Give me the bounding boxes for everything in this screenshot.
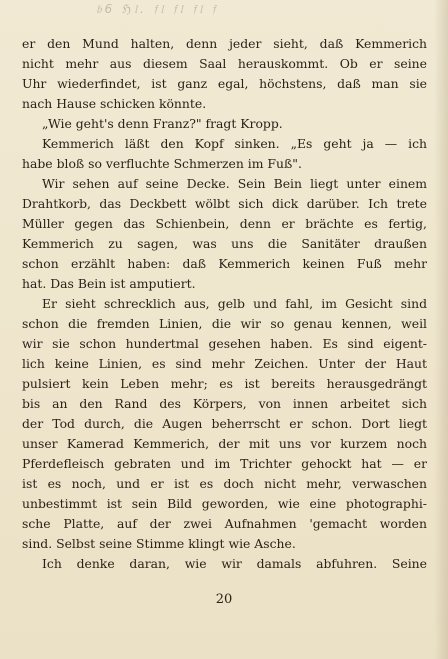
text-line: Pferdefleisch gebraten und im Trichter gehockt hat — er — [22, 456, 427, 471]
text-line: Kemmerich zu sagen, was uns die Sanitäter draußen — [22, 236, 427, 251]
text-line: Drahtkorb, das Deckbett wölbt sich dick darüber. Ich trete — [22, 196, 427, 211]
text-line: Müller gegen das Schienbein, denn er brächte es fertig, — [22, 216, 427, 231]
text-line: bis an den Rand des Körpers, von innen arbeitet sich — [22, 396, 427, 411]
text-line: schon die fremden Linien, die wir so genau kennen, weil — [22, 316, 427, 331]
text-line: ist es noch, und er ist es doch nicht mehr, verwaschen — [22, 476, 427, 491]
text-line: schon erzählt haben: daß Kemmerich keinen Fuß mehr — [22, 256, 427, 271]
pencil-margin-note: 𝔟6 ℌ𝔩. 𝔣𝔩 𝔣𝔩 𝔣𝔩 𝔣 — [96, 2, 219, 16]
page-gutter-shadow — [434, 0, 448, 659]
text-line: sind. Selbst seine Stimme klingt wie Asche. — [22, 536, 296, 551]
text-line: Uhr wiederfindet, ist ganz egal, höchstens, daß man sie — [22, 76, 427, 91]
text-line: Kemmerich läßt den Kopf sinken. „Es geht ja — ich — [42, 136, 427, 151]
text-line: hat. Das Bein ist amputiert. — [22, 276, 196, 291]
page-number: 20 — [215, 592, 233, 607]
text-line: Wir sehen auf seine Decke. Sein Bein liegt unter einem — [42, 176, 427, 191]
text-line: Ich denke daran, wie wir damals abfuhren. Seine — [42, 556, 427, 571]
text-line: wir sie schon hundertmal gesehen haben. Es sind eigent- — [22, 336, 427, 351]
text-line: sche Platte, auf der zwei Aufnahmen 'gemacht worden — [22, 516, 427, 531]
text-line: unser Kamerad Kemmerich, der mit uns vor kurzem noch — [22, 436, 427, 451]
text-line: habe bloß so verfluchte Schmerzen im Fuß". — [22, 156, 302, 171]
body-text — [22, 34, 427, 574]
text-line: pulsiert kein Leben mehr; es ist bereits herausgedrängt — [22, 376, 427, 391]
text-line: nicht mehr aus diesem Saal herauskommt. Ob er seine — [22, 56, 427, 71]
text-line: unbestimmt ist sein Bild geworden, wie eine photographi- — [22, 496, 427, 511]
text-line: nach Hause schicken könnte. — [22, 96, 207, 111]
text-line: er den Mund halten, denn jeder sieht, daß Kemmerich — [22, 36, 427, 51]
text-line: der Tod durch, die Augen beherrscht er schon. Dort liegt — [22, 416, 427, 431]
text-line: lich keine Linien, es sind mehr Zeichen. Unter der Haut — [22, 356, 427, 371]
text-line: Er sieht schrecklich aus, gelb und fahl, im Gesicht sind — [42, 296, 427, 311]
text-line: „Wie geht's denn Franz?" fragt Kropp. — [42, 116, 283, 131]
